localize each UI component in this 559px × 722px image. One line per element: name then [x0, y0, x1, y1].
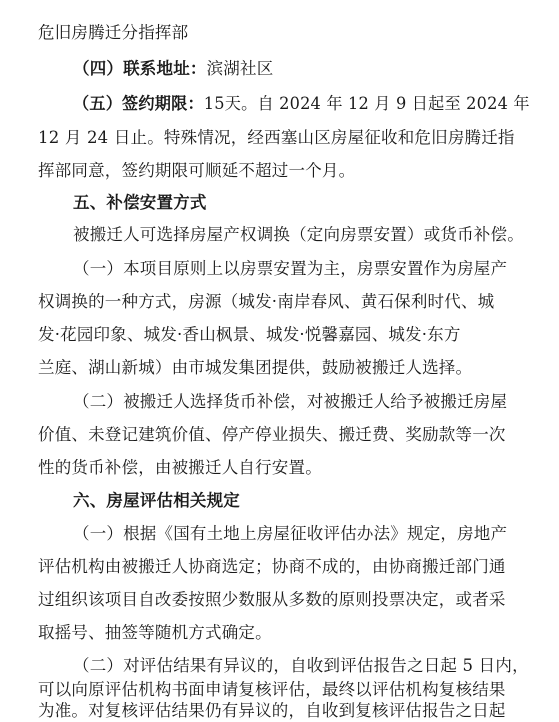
text-line: 取摇号、抽签等随机方式确定。 — [38, 623, 272, 642]
contact-address-value: 滨湖社区 — [206, 59, 274, 78]
text-line: 评估机构由被搬迁人协商选定；协商不成的，由协商搬迁部门通 — [38, 557, 506, 576]
section-heading: 五、补偿安置方式 — [73, 193, 207, 212]
contact-address-line — [73, 58, 273, 80]
text-line: 为准。对复核评估结果仍有异议的，自收到复核评估报告之日起 — [38, 701, 506, 720]
text-line: 性的货币补偿，由被搬迁人自行安置。 — [38, 458, 322, 477]
signing-period-label: （五）签约期限： — [73, 94, 204, 113]
text-line: 12 月 24 日止。特殊情况，经西塞山区房屋征收和危旧房腾迁指 — [38, 128, 515, 147]
text-line: 危旧房腾迁分指挥部 — [38, 23, 189, 42]
text-line: （二）被搬迁人选择货币补偿，对被搬迁人给予被搬迁房屋 — [73, 392, 508, 411]
text-line: 被搬迁人可选择房屋产权调换（定向房票安置）或货币补偿。 — [73, 225, 524, 244]
text-line: 兰庭、湖山新城）由市城发集团提供，鼓励被搬迁人选择。 — [38, 358, 473, 377]
text-line: 可以向原评估机构书面申请复核评估，最终以评估机构复核结果 — [38, 680, 506, 699]
text-line: 发·花园印象、城发·香山枫景、城发·悦馨嘉园、城发·东方 — [38, 325, 461, 344]
signing-period-line — [73, 93, 530, 115]
text-line: 过组织该项目自改委按照少数服从多数的原则投票决定，或者采 — [38, 590, 506, 609]
text-line: 权调换的一种方式，房源（城发·南岸春风、黄石保利时代、城 — [38, 292, 495, 311]
contact-address-label: （四）联系地址： — [73, 59, 207, 78]
text-line: 价值、未登记建筑价值、停产停业损失、搬迁费、奖励款等一次 — [38, 425, 506, 444]
text-line: 挥部同意，签约期限可顺延不超过一个月。 — [38, 161, 356, 180]
signing-period-value: 15天。自 2024 年 12 月 9 日起至 2024 年 — [203, 94, 530, 113]
text-line: （一）本项目原则上以房票安置为主，房票安置作为房屋产 — [73, 259, 508, 278]
text-line: （二）对评估结果有异议的，自收到评估报告之日起 5 日内， — [73, 656, 529, 675]
section-heading: 六、房屋评估相关规定 — [73, 491, 240, 510]
text-line: （一）根据《国有土地上房屋征收评估办法》规定，房地产 — [73, 524, 508, 543]
